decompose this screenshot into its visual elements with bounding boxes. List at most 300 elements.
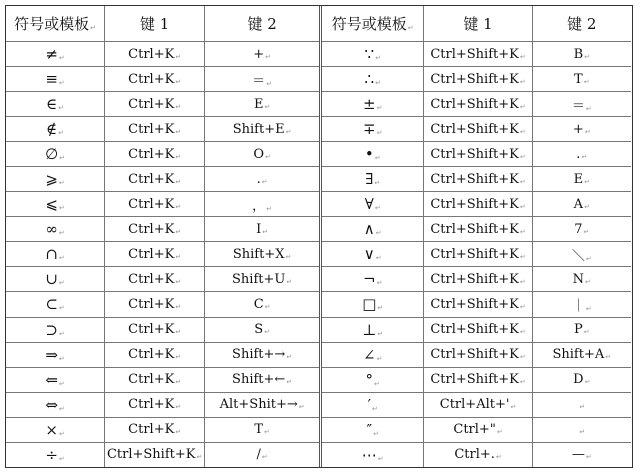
key2-cell-text: Shift+← <box>232 372 286 388</box>
table-row <box>322 417 631 442</box>
paragraph-mark: ↵ <box>519 102 526 111</box>
key1-cell <box>105 217 205 242</box>
key2-cell-text: Shift+X <box>232 246 285 262</box>
key2-cell-text: ＝ <box>252 73 266 89</box>
key2-cell <box>205 242 319 267</box>
paragraph-mark: ↵ <box>58 179 65 188</box>
key2-cell-text: Shift+E <box>232 121 285 137</box>
paragraph-mark: ↵ <box>510 403 517 412</box>
key1-cell-text: Ctrl+. <box>454 447 495 463</box>
symbol-cell-text: ≠ <box>45 45 58 64</box>
symbol-cell <box>322 192 424 217</box>
paragraph-mark: ↵ <box>266 204 273 213</box>
key2-cell-text: Shift+U <box>232 271 286 287</box>
paragraph-mark: ↵ <box>373 429 379 438</box>
table-row <box>6 142 319 167</box>
symbol-cell <box>6 92 105 117</box>
table-row <box>322 267 631 292</box>
symbol-cell-text: ∴ <box>364 70 375 89</box>
paragraph-mark: ↵ <box>376 129 383 138</box>
key2-cell-text: ＝ <box>571 98 585 114</box>
symbol-cell-text: • <box>364 145 374 164</box>
key1-cell <box>424 367 532 392</box>
paragraph-mark: ↵ <box>265 152 271 161</box>
paragraph-mark: ↵ <box>519 227 526 236</box>
key1-cell-text: Ctrl+K <box>128 422 175 438</box>
table-row <box>322 192 631 217</box>
paragraph-mark: ↵ <box>519 52 526 61</box>
paragraph-mark: ↵ <box>58 104 65 113</box>
key2-cell <box>532 67 631 92</box>
paragraph-mark: ↵ <box>58 54 65 63</box>
paragraph-mark: ↵ <box>583 77 590 86</box>
key2-cell <box>532 417 631 442</box>
paragraph-mark: ↵ <box>584 202 590 211</box>
paragraph-mark: ↵ <box>584 52 591 61</box>
table-row <box>6 342 319 367</box>
key2-cell-text: . <box>256 171 261 187</box>
symbol-cell-text: ∞ <box>45 220 58 239</box>
key1-cell <box>424 192 532 217</box>
paragraph-mark: ↵ <box>58 329 65 338</box>
paragraph-mark: ↵ <box>585 453 592 462</box>
key1-cell <box>424 267 532 292</box>
table-left-body <box>6 42 319 468</box>
symbol-cell <box>322 142 424 167</box>
symbol-cell <box>6 217 105 242</box>
paragraph-mark: ↵ <box>519 152 526 161</box>
key1-cell <box>105 392 205 417</box>
table-row <box>322 42 631 67</box>
key2-cell <box>532 392 631 417</box>
table-right-half <box>322 6 631 467</box>
symbol-cell-text: ″ <box>366 420 373 439</box>
paragraph-mark: ↵ <box>298 403 305 412</box>
table-row <box>322 342 631 367</box>
key1-cell-text: Ctrl+K <box>128 221 175 237</box>
paragraph-mark: ↵ <box>519 302 526 311</box>
table-row <box>6 117 319 142</box>
symbol-cell <box>6 242 105 267</box>
table-row <box>6 192 319 217</box>
symbol-cell <box>6 67 105 92</box>
key2-cell-text: E <box>573 171 584 187</box>
key1-cell <box>424 342 532 367</box>
key2-cell <box>205 117 319 142</box>
paragraph-mark: ↵ <box>585 277 591 286</box>
key1-cell-text: Ctrl+Shift+K <box>430 296 519 312</box>
table-row <box>322 442 631 467</box>
table-left <box>6 6 319 467</box>
table-right <box>322 6 631 467</box>
paragraph-mark: ↵ <box>59 154 66 163</box>
key2-cell <box>532 142 631 167</box>
paragraph-mark: ↵ <box>519 177 526 186</box>
key2-cell-text: ＼ <box>571 248 585 264</box>
symbol-cell <box>6 317 105 342</box>
paragraph-mark: ↵ <box>175 177 182 186</box>
paragraph-mark: ↵ <box>585 304 592 313</box>
paragraph-mark: ↵ <box>374 204 381 213</box>
key1-cell <box>105 142 205 167</box>
key2-cell-text: B <box>573 46 584 62</box>
key1-cell-text: Ctrl+Shift+K <box>430 146 519 162</box>
key2-cell-text: / <box>256 447 261 463</box>
key2-cell <box>205 342 319 367</box>
paragraph-mark: ↵ <box>58 429 65 438</box>
paragraph-mark: ↵ <box>519 277 526 286</box>
symbol-cell <box>6 142 105 167</box>
key1-cell <box>105 192 205 217</box>
key1-cell-text: Ctrl+Shift+K <box>106 447 196 463</box>
table-row <box>6 417 319 442</box>
paragraph-mark: ↵ <box>285 127 292 136</box>
paragraph-mark: ↵ <box>375 254 382 263</box>
key2-cell <box>532 342 631 367</box>
symbol-cell <box>6 417 105 442</box>
key2-cell-text: T <box>254 422 264 438</box>
symbol-cell-text: ⊥ <box>362 320 377 339</box>
paragraph-mark: ↵ <box>584 378 591 387</box>
key1-cell <box>424 317 532 342</box>
symbol-cell <box>322 92 424 117</box>
key1-cell <box>105 267 205 292</box>
paragraph-mark: ↵ <box>372 404 378 413</box>
key2-cell-text: + <box>253 46 265 62</box>
paragraph-mark: ↵ <box>58 304 65 313</box>
key1-cell <box>105 292 205 317</box>
key1-cell-text: Ctrl+K <box>128 121 175 137</box>
key1-cell <box>424 92 532 117</box>
key1-cell <box>424 217 532 242</box>
symbol-cell-text: ∉ <box>46 120 58 139</box>
table-row <box>6 292 319 317</box>
paragraph-mark: ↵ <box>585 254 592 263</box>
table-row <box>6 167 319 192</box>
symbol-cell <box>6 117 105 142</box>
table-row <box>6 442 319 467</box>
symbol-cell <box>6 367 105 392</box>
symbol-cell-text: ∈ <box>46 95 58 114</box>
key1-cell-text: Ctrl+Shift+K <box>430 71 519 87</box>
key1-cell <box>105 367 205 392</box>
symbol-cell-text: ′ <box>367 395 371 414</box>
paragraph-mark: ↵ <box>266 79 273 88</box>
key2-cell <box>532 217 631 242</box>
paragraph-mark: ↵ <box>374 154 381 163</box>
paragraph-mark: ↵ <box>58 379 65 388</box>
key1-cell-text: Ctrl+K <box>128 96 175 112</box>
paragraph-mark: ↵ <box>579 428 586 437</box>
key1-cell <box>424 142 532 167</box>
header-row <box>6 6 319 42</box>
table-row <box>322 317 631 342</box>
table-row <box>6 392 319 417</box>
paragraph-mark: ↵ <box>261 453 268 462</box>
key1-cell-text: Ctrl+K <box>128 372 175 388</box>
symbol-cell-text: ⊂ <box>45 295 58 314</box>
header-key1: 键 1 <box>105 6 205 42</box>
paragraph-mark: ↵ <box>519 252 526 261</box>
paragraph-mark: ↵ <box>374 379 380 388</box>
symbol-cell <box>322 42 424 67</box>
symbol-cell-text: ° <box>365 370 374 389</box>
table-row <box>322 167 631 192</box>
key1-cell-text: Ctrl+K <box>128 271 175 287</box>
key2-cell-text: I <box>256 221 262 237</box>
key1-cell-text: Ctrl+K <box>128 146 175 162</box>
paragraph-mark: ↵ <box>583 227 590 236</box>
key1-cell <box>105 417 205 442</box>
key2-cell-text: P <box>573 322 583 338</box>
key1-cell <box>105 42 205 67</box>
key2-cell <box>532 167 631 192</box>
key1-cell-text: Ctrl+Shift+K <box>430 196 519 212</box>
paragraph-mark: ↵ <box>58 454 65 463</box>
symbol-cell <box>322 117 424 142</box>
key1-cell <box>424 67 532 92</box>
key1-cell-text: Ctrl+Shift+K <box>430 271 519 287</box>
key2-cell <box>532 192 631 217</box>
table-row <box>6 267 319 292</box>
key1-cell-text: Ctrl+Shift+K <box>430 121 519 137</box>
symbol-cell-text: ∀ <box>364 195 374 214</box>
symbol-cell <box>322 342 424 367</box>
symbol-cell-text: ⇐ <box>45 370 58 389</box>
paragraph-mark: ↵ <box>175 202 182 211</box>
key2-cell <box>532 242 631 267</box>
key1-cell <box>424 42 532 67</box>
paragraph-mark: ↵ <box>375 54 381 63</box>
table-row <box>322 292 631 317</box>
symbol-cell-text: ∓ <box>363 120 376 139</box>
key1-cell-text: Ctrl+" <box>453 422 496 438</box>
key1-cell-text: Ctrl+K <box>128 246 175 262</box>
key1-cell <box>105 442 205 467</box>
paragraph-mark: ↵ <box>175 428 182 437</box>
key2-cell <box>532 42 631 67</box>
symbol-cell <box>322 392 424 417</box>
paragraph-mark: ↵ <box>585 104 592 113</box>
key1-cell-text: Ctrl+Alt+' <box>439 397 510 413</box>
paragraph-mark: ↵ <box>519 127 526 136</box>
paragraph-mark: ↵ <box>579 403 586 412</box>
paragraph-mark: ↵ <box>58 354 65 363</box>
table-row <box>322 392 631 417</box>
symbol-cell <box>322 267 424 292</box>
shortcut-table <box>5 5 633 468</box>
key2-cell <box>532 442 631 467</box>
key1-cell-text: Ctrl+Shift+K <box>430 96 519 112</box>
symbol-cell <box>6 442 105 467</box>
key1-cell-text: Ctrl+Shift+K <box>430 246 519 262</box>
paragraph-mark: ↵ <box>519 353 526 362</box>
paragraph-mark: ↵ <box>175 378 182 387</box>
symbol-cell <box>322 167 424 192</box>
key2-cell-text: + <box>572 121 584 137</box>
paragraph-mark: ↵ <box>496 428 503 437</box>
key1-cell <box>424 442 532 467</box>
paragraph-mark: ↵ <box>175 52 182 61</box>
key1-cell-text: Ctrl+K <box>128 347 175 363</box>
key1-cell-text: Ctrl+K <box>128 46 175 62</box>
key1-cell-text: Ctrl+Shift+K <box>430 221 519 237</box>
key2-cell <box>205 367 319 392</box>
key2-cell <box>205 92 319 117</box>
paragraph-mark: ↵ <box>262 227 269 236</box>
paragraph-mark: ↵ <box>376 104 383 113</box>
key1-cell-text: Ctrl+K <box>128 71 175 87</box>
symbol-cell <box>6 267 105 292</box>
key2-cell <box>205 42 319 67</box>
key1-cell <box>424 392 532 417</box>
paragraph-mark: ↵ <box>495 453 502 462</box>
paragraph-mark: ↵ <box>519 328 526 337</box>
paragraph-mark: ↵ <box>196 453 203 462</box>
paragraph-mark: ↵ <box>264 102 271 111</box>
paragraph-mark: ↵ <box>58 204 65 213</box>
paragraph-mark: ↵ <box>286 378 293 387</box>
symbol-cell-text: ⇔ <box>45 395 58 414</box>
symbol-cell-text: ∠ <box>363 345 376 364</box>
key2-cell <box>532 92 631 117</box>
table-row <box>322 117 631 142</box>
symbol-cell-text: □ <box>362 295 377 314</box>
table-row <box>322 242 631 267</box>
key1-cell <box>105 92 205 117</box>
key2-cell <box>205 442 319 467</box>
table-row <box>6 217 319 242</box>
paragraph-mark: ↵ <box>376 279 383 288</box>
table-row <box>6 367 319 392</box>
header-symbol: 符号或模板↵ <box>322 6 424 42</box>
key2-cell <box>205 142 319 167</box>
symbol-cell <box>322 67 424 92</box>
paragraph-mark: ↵ <box>58 279 65 288</box>
key2-cell <box>532 267 631 292</box>
key1-cell-text: Ctrl+Shift+K <box>430 322 519 338</box>
paragraph-mark: ↵ <box>175 77 182 86</box>
paragraph-mark: ↵ <box>58 404 65 413</box>
paragraph-mark: ↵ <box>519 378 526 387</box>
table-row <box>322 142 631 167</box>
paragraph-mark: ↵ <box>376 354 383 363</box>
key2-cell-text: C <box>253 296 264 312</box>
paragraph-mark: ↵ <box>519 202 526 211</box>
paragraph-mark: ↵ <box>286 277 293 286</box>
symbol-cell <box>322 367 424 392</box>
header-key2: 键 2 <box>532 6 631 42</box>
symbol-cell-text: ¬ <box>363 270 376 289</box>
paragraph-mark: ↵ <box>377 454 384 463</box>
symbol-cell-text: ∪ <box>45 270 58 289</box>
key1-cell <box>424 417 532 442</box>
key1-cell-text: Ctrl+Shift+K <box>430 171 519 187</box>
symbol-cell-text: × <box>45 420 58 439</box>
key2-cell-text: — <box>571 447 585 463</box>
key1-cell <box>424 292 532 317</box>
paragraph-mark: ↵ <box>175 277 182 286</box>
symbol-cell-text: ⩾ <box>45 170 58 189</box>
symbol-cell <box>322 317 424 342</box>
table-row <box>322 67 631 92</box>
key2-cell <box>532 292 631 317</box>
symbol-cell-text: ∅ <box>45 145 59 164</box>
symbol-cell <box>6 392 105 417</box>
table-row <box>6 317 319 342</box>
paragraph-mark: ↵ <box>264 428 270 437</box>
table-row <box>6 67 319 92</box>
symbol-cell-text: ≡ <box>45 70 58 89</box>
symbol-cell <box>322 217 424 242</box>
paragraph-mark: ↵ <box>377 329 384 338</box>
paragraph-mark: ↵ <box>261 177 268 186</box>
paragraph-mark: ↵ <box>175 403 182 412</box>
key2-cell-text: A <box>573 196 584 212</box>
key2-cell-text: ｜ <box>571 298 585 314</box>
key2-cell-text: N <box>572 271 585 287</box>
paragraph-mark: ↵ <box>581 152 588 161</box>
symbol-cell-text: ∃ <box>365 170 374 189</box>
table-row <box>322 367 631 392</box>
header-key2: 键 2 <box>205 6 319 42</box>
paragraph-mark: ↵ <box>285 252 292 261</box>
paragraph-mark: ↵ <box>519 77 526 86</box>
paragraph-mark: ↵ <box>286 353 293 362</box>
key2-cell-text: 7 <box>574 221 583 237</box>
symbol-cell-text: ∩ <box>45 245 58 264</box>
symbol-cell <box>6 192 105 217</box>
paragraph-mark: ↵ <box>584 127 591 136</box>
paragraph-mark: ↵ <box>175 227 182 236</box>
paragraph-mark: ↵ <box>58 229 65 238</box>
key2-cell-text: Shift+A <box>552 347 605 363</box>
table-row <box>322 217 631 242</box>
paragraph-mark: ↵ <box>58 79 65 88</box>
paragraph-mark: ↵ <box>175 127 182 136</box>
key2-cell <box>205 392 319 417</box>
symbol-cell <box>6 42 105 67</box>
key2-cell <box>205 67 319 92</box>
table-row <box>322 92 631 117</box>
paragraph-mark: ↵ <box>265 52 272 61</box>
key2-cell <box>532 117 631 142</box>
paragraph-mark: ↵ <box>375 229 382 238</box>
key2-cell-text: . <box>576 146 581 162</box>
key2-cell-text: O <box>253 146 265 162</box>
symbol-cell <box>322 442 424 467</box>
symbol-cell-text: ⇒ <box>45 345 58 364</box>
symbol-cell-text: ∵ <box>364 45 375 64</box>
paragraph-mark: ↵ <box>175 328 182 337</box>
symbol-cell-text: ∧ <box>363 220 375 239</box>
key1-cell-text: Ctrl+Shift+K <box>430 46 519 62</box>
paragraph-mark: ↵ <box>175 152 182 161</box>
table-left-half <box>6 6 322 467</box>
paragraph-mark: ↵ <box>58 129 65 138</box>
key1-cell <box>105 117 205 142</box>
symbol-cell-text: ⊃ <box>45 320 58 339</box>
key1-cell-text: Ctrl+K <box>128 397 175 413</box>
key1-cell <box>105 242 205 267</box>
key1-cell <box>424 117 532 142</box>
key1-cell-text: Ctrl+K <box>128 171 175 187</box>
key2-cell-text: S <box>254 322 264 338</box>
paragraph-mark: ↵ <box>377 304 384 313</box>
key1-cell <box>105 167 205 192</box>
symbol-cell <box>322 242 424 267</box>
header-symbol: 符号或模板↵ <box>6 6 105 42</box>
